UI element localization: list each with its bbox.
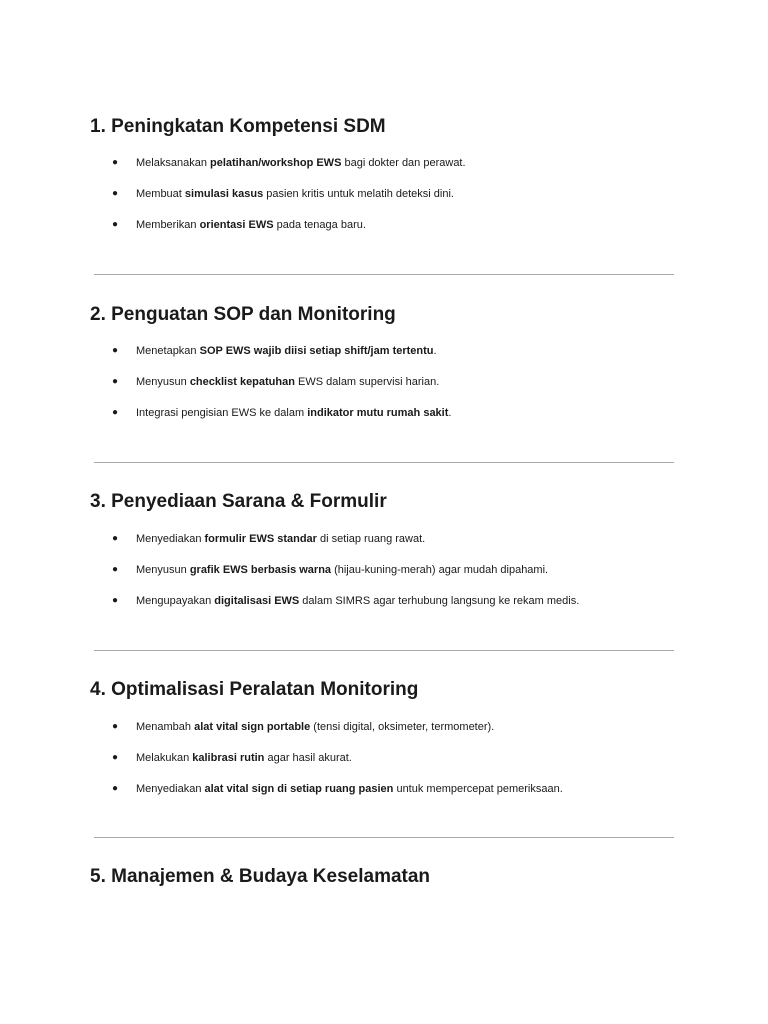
bold-text: indikator mutu rumah sakit xyxy=(307,407,449,419)
section-heading: 3. Penyediaan Sarana & Formulir xyxy=(90,491,387,512)
bold-text: alat vital sign portable xyxy=(194,721,311,733)
plain-text: Memberikan xyxy=(136,219,200,231)
plain-text: agar hasil akurat. xyxy=(264,752,352,764)
bold-text: kalibrasi rutin xyxy=(192,752,265,764)
list-item xyxy=(0,562,768,578)
plain-text: EWS dalam supervisi harian. xyxy=(294,376,440,388)
plain-text: Menyusun xyxy=(136,376,190,388)
list-item-text xyxy=(136,781,563,797)
list-item-text xyxy=(136,374,439,390)
plain-text: di setiap ruang rawat. xyxy=(316,533,426,545)
plain-text: Menyediakan xyxy=(136,533,205,545)
section-heading: 1. Peningkatan Kompetensi SDM xyxy=(90,116,386,137)
list-item-text xyxy=(136,343,437,359)
section-divider xyxy=(94,274,674,275)
bullet-icon: ● xyxy=(112,783,119,794)
list-item xyxy=(0,750,768,766)
section-divider xyxy=(94,837,674,838)
plain-text: Menambah xyxy=(136,721,195,733)
bullet-icon: ● xyxy=(112,376,119,387)
list-item-text xyxy=(136,405,451,421)
plain-text: pasien kritis untuk melatih deteksi dini. xyxy=(263,188,454,200)
list-item xyxy=(0,374,768,390)
plain-text: Membuat xyxy=(136,188,185,200)
bullet-icon: ● xyxy=(112,721,119,732)
list-item-text xyxy=(136,186,454,202)
section-heading: 4. Optimalisasi Peralatan Monitoring xyxy=(90,679,419,700)
plain-text: bagi dokter dan perawat. xyxy=(341,157,466,169)
list-item xyxy=(0,217,768,233)
bullet-icon: ● xyxy=(112,407,119,418)
plain-text: Menetapkan xyxy=(136,345,200,357)
plain-text: Mengupayakan xyxy=(136,595,215,607)
bold-text: orientasi EWS xyxy=(199,219,274,231)
bullet-icon: ● xyxy=(112,157,119,168)
bold-text: alat vital sign di setiap ruang pasien xyxy=(204,783,394,795)
bold-text: checklist kepatuhan xyxy=(189,376,295,388)
plain-text: (tensi digital, oksimeter, termometer). xyxy=(310,721,495,733)
bold-text: formulir EWS standar xyxy=(204,533,317,545)
list-item xyxy=(0,186,768,202)
list-item xyxy=(0,155,768,171)
bold-text: pelatihan/workshop EWS xyxy=(210,157,342,169)
bullet-icon: ● xyxy=(112,188,119,199)
plain-text: Melaksanakan xyxy=(136,157,210,169)
bold-text: digitalisasi EWS xyxy=(214,595,300,607)
section-heading: 5. Manajemen & Budaya Keselamatan xyxy=(90,866,431,887)
section-divider xyxy=(94,650,674,651)
list-item-text xyxy=(136,593,579,609)
plain-text: pada tenaga baru. xyxy=(273,219,366,231)
bullet-icon: ● xyxy=(112,564,119,575)
plain-text: Integrasi pengisian EWS ke dalam xyxy=(136,407,308,419)
list-item-text xyxy=(136,155,466,171)
section-divider xyxy=(94,462,674,463)
plain-text: . xyxy=(448,407,452,419)
plain-text: Menyediakan xyxy=(136,783,205,795)
list-item-text xyxy=(136,719,494,735)
list-item-text xyxy=(136,562,548,578)
list-item xyxy=(0,593,768,609)
bold-text: SOP EWS wajib diisi setiap shift/jam tertentu xyxy=(199,345,434,357)
bold-text: simulasi kasus xyxy=(184,188,264,200)
list-item xyxy=(0,531,768,547)
bold-text: grafik EWS berbasis warna xyxy=(189,564,332,576)
bullet-icon: ● xyxy=(112,752,119,763)
list-item xyxy=(0,343,768,359)
bullet-icon: ● xyxy=(112,533,119,544)
plain-text: Menyusun xyxy=(136,564,190,576)
bullet-icon: ● xyxy=(112,219,119,230)
plain-text: untuk mempercepat pemeriksaan. xyxy=(393,783,563,795)
plain-text: (hijau-kuning-merah) agar mudah dipahami. xyxy=(331,564,549,576)
plain-text: Melakukan xyxy=(136,752,193,764)
bullet-icon: ● xyxy=(112,595,119,606)
bullet-icon: ● xyxy=(112,345,119,356)
section-heading: 2. Penguatan SOP dan Monitoring xyxy=(90,304,396,325)
plain-text: dalam SIMRS agar terhubung langsung ke rekam medis. xyxy=(299,595,580,607)
list-item-text xyxy=(136,750,352,766)
list-item xyxy=(0,719,768,735)
plain-text: . xyxy=(433,345,437,357)
list-item xyxy=(0,781,768,797)
list-item xyxy=(0,405,768,421)
list-item-text xyxy=(136,217,366,233)
list-item-text xyxy=(136,531,425,547)
